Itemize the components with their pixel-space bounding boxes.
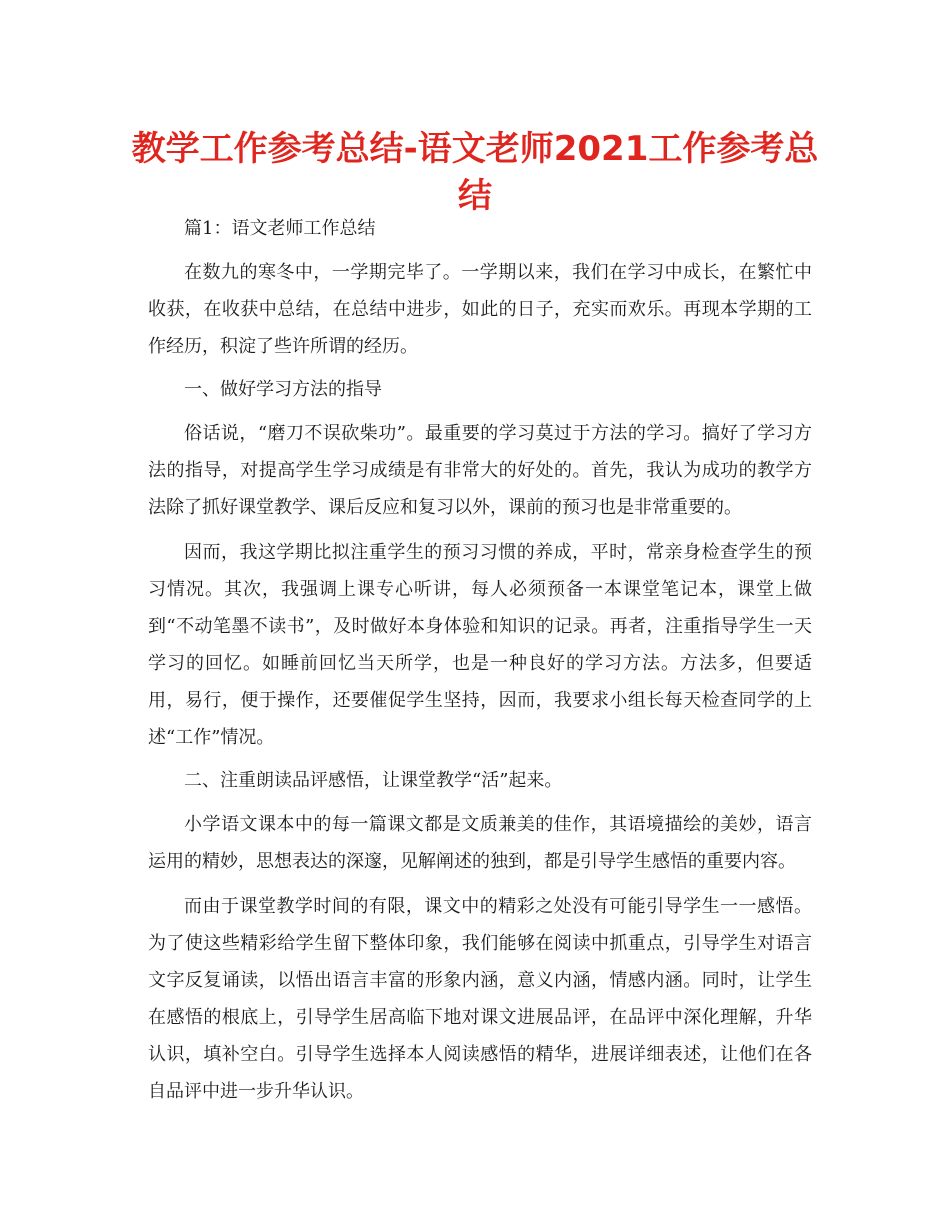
paragraph-intro: 在数九的寒冬中，一学期完毕了。一学期以来，我们在学习中成长，在繁忙中收获，在收获中总结，在总结中进步，如此的日子，充实而欢乐。再现本学期的工作经历，积淀了些许所谓的经历。 bbox=[148, 262, 812, 357]
section-heading-1: 一、做好学习方法的指导 bbox=[184, 379, 382, 400]
section-heading-2: 二、注重朗读品评感悟，让课堂教学“活”起来。 bbox=[184, 770, 563, 791]
document-body bbox=[148, 212, 812, 1118]
section-heading-part1: 篇1：语文老师工作总结 bbox=[184, 218, 376, 239]
paragraph-reading-1: 小学语文课本中的每一篇课文都是文质兼美的佳作，其语境描绘的美妙，语言运用的精妙，思想表达的深邃，见解阐述的独到，都是引导学生感悟的重要内容。 bbox=[148, 814, 812, 872]
paragraph-reading-2: 而由于课堂教学时间的有限，课文中的精彩之处没有可能引导学生一一感悟。为了使这些精彩给学生留下整体印象，我们能够在阅读中抓重点，引导学生对语言文字反复诵读，以悟出语言丰富的形象内涵，意义内涵，情感内涵。同时，让学生在感悟的根底上，引导学生居高临下地对课文进展品评，在品评中深化理解，升华认识，填补空白。引导学生选择本人阅读感悟的精华，进展详细表述，让他们在各自品评中进一步升华认识。 bbox=[148, 896, 812, 1102]
document-title: 教学工作参考总结-语文老师2021工作参考总结 bbox=[131, 129, 819, 216]
paragraph-method-1: 俗话说，“磨刀不误砍柴功”。最重要的学习莫过于方法的学习。搞好了学习方法的指导，对提高学生学习成绩是有非常大的好处的。首先，我认为成功的教学方法除了抓好课堂教学、课后反应和复习以外，课前的预习也是非常重要的。 bbox=[148, 423, 812, 518]
paragraph-method-2: 因而，我这学期比拟注重学生的预习习惯的养成，平时，常亲身检查学生的预习情况。其次，我强调上课专心听讲，每人必须预备一本课堂笔记本，课堂上做到“不动笔墨不读书”，及时做好本身体验和知识的记录。再者，注重指导学生一天学习的回忆。如睡前回忆当天所学，也是一种良好的学习方法。方法多，但要适用，易行，便于操作，还要催促学生坚持，因而，我要求小组长每天检查同学的上述“工作”情况。 bbox=[148, 542, 812, 748]
